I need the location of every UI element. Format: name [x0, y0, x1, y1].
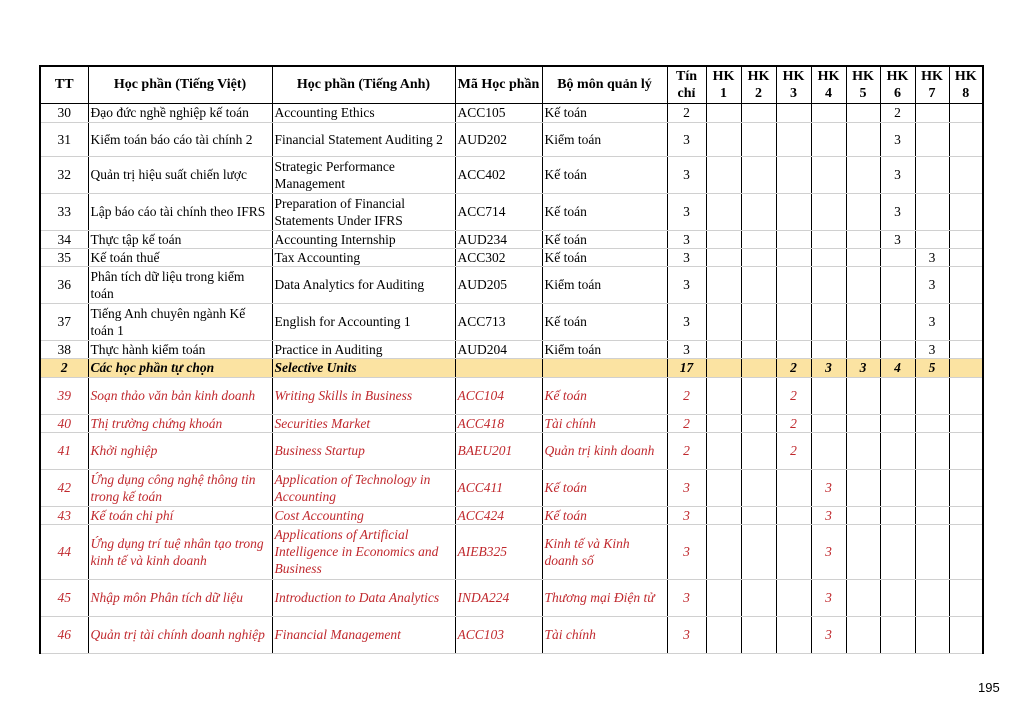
cell-hk7: [915, 579, 949, 616]
cell-course-vn: Ứng dụng công nghệ thông tin trong kế toán: [88, 469, 272, 506]
cell-course-code: INDA224: [455, 579, 542, 616]
cell-hk8: [949, 432, 983, 469]
cell-hk7: 3: [915, 340, 949, 358]
cell-credits: 3: [667, 156, 706, 193]
header-tt: TT: [40, 66, 88, 103]
cell-course-code: AUD205: [455, 266, 542, 303]
cell-hk3: [776, 340, 811, 358]
cell-course-code: AUD202: [455, 122, 542, 156]
cell-department: Kinh tế và Kinh doanh số: [542, 524, 667, 579]
cell-hk5: [846, 230, 880, 248]
cell-hk1: [706, 469, 741, 506]
cell-hk6: 3: [880, 230, 915, 248]
cell-hk2: [741, 432, 776, 469]
cell-hk1: [706, 266, 741, 303]
cell-course-code: ACC424: [455, 506, 542, 524]
cell-course-code: ACC713: [455, 303, 542, 340]
cell-hk2: [741, 506, 776, 524]
cell-hk4: 3: [811, 469, 846, 506]
cell-tt: 33: [40, 193, 88, 230]
cell-course-en: Cost Accounting: [272, 506, 455, 524]
cell-course-vn: Thị trường chứng khoán: [88, 414, 272, 432]
cell-hk6: 3: [880, 122, 915, 156]
cell-hk6: [880, 340, 915, 358]
cell-department: Kế toán: [542, 230, 667, 248]
cell-department: Kế toán: [542, 193, 667, 230]
cell-course-en: Financial Statement Auditing 2: [272, 122, 455, 156]
cell-course-code: AUD234: [455, 230, 542, 248]
table-row: [40, 122, 983, 156]
cell-hk7: 5: [915, 358, 949, 377]
cell-credits: 3: [667, 524, 706, 579]
cell-credits: 3: [667, 303, 706, 340]
cell-tt: 34: [40, 230, 88, 248]
cell-hk3: [776, 193, 811, 230]
header-hk4: HK 4: [811, 66, 846, 103]
cell-tt: 38: [40, 340, 88, 358]
cell-course-vn: Khởi nghiệp: [88, 432, 272, 469]
cell-hk2: [741, 122, 776, 156]
header-credits: Tín chỉ: [667, 66, 706, 103]
header-hk5: HK 5: [846, 66, 880, 103]
cell-hk5: [846, 432, 880, 469]
cell-hk5: 3: [846, 358, 880, 377]
cell-hk5: [846, 303, 880, 340]
cell-hk1: [706, 193, 741, 230]
cell-department: Quản trị kinh doanh: [542, 432, 667, 469]
cell-hk4: [811, 303, 846, 340]
curriculum-table: [39, 65, 984, 654]
cell-hk3: 2: [776, 377, 811, 414]
cell-credits: 3: [667, 248, 706, 266]
cell-course-vn: Ứng dụng trí tuệ nhân tạo trong kinh tế và kinh doanh: [88, 524, 272, 579]
table-row: [40, 616, 983, 653]
cell-course-vn: Phân tích dữ liệu trong kiểm toán: [88, 266, 272, 303]
cell-hk4: [811, 340, 846, 358]
cell-hk7: 3: [915, 248, 949, 266]
cell-tt: 43: [40, 506, 88, 524]
cell-course-vn: Kế toán chi phí: [88, 506, 272, 524]
cell-tt: 45: [40, 579, 88, 616]
cell-department: Kế toán: [542, 248, 667, 266]
cell-hk2: [741, 616, 776, 653]
cell-hk3: [776, 230, 811, 248]
cell-hk2: [741, 579, 776, 616]
cell-hk4: [811, 414, 846, 432]
cell-tt: 46: [40, 616, 88, 653]
cell-tt: 39: [40, 377, 88, 414]
cell-hk4: 3: [811, 506, 846, 524]
cell-credits: 2: [667, 377, 706, 414]
cell-hk5: [846, 616, 880, 653]
cell-hk3: [776, 103, 811, 122]
cell-tt: 36: [40, 266, 88, 303]
cell-hk1: [706, 340, 741, 358]
cell-hk1: [706, 377, 741, 414]
cell-hk2: [741, 156, 776, 193]
table-row: [40, 266, 983, 303]
header-hk2: HK 2: [741, 66, 776, 103]
cell-credits: 3: [667, 579, 706, 616]
cell-hk8: [949, 358, 983, 377]
cell-hk3: 2: [776, 432, 811, 469]
header-course-en: Học phần (Tiếng Anh): [272, 66, 455, 103]
cell-hk4: [811, 156, 846, 193]
cell-hk8: [949, 248, 983, 266]
cell-course-code: ACC402: [455, 156, 542, 193]
cell-credits: 3: [667, 266, 706, 303]
table-row: [40, 303, 983, 340]
cell-course-en: Introduction to Data Analytics: [272, 579, 455, 616]
cell-hk4: 3: [811, 524, 846, 579]
page-number: 195: [978, 680, 1000, 695]
table-row: [40, 469, 983, 506]
cell-hk2: [741, 469, 776, 506]
cell-hk3: [776, 524, 811, 579]
cell-hk4: [811, 193, 846, 230]
header-hk1: HK 1: [706, 66, 741, 103]
cell-hk6: 3: [880, 156, 915, 193]
cell-tt: 31: [40, 122, 88, 156]
cell-hk8: [949, 303, 983, 340]
cell-hk5: [846, 524, 880, 579]
cell-hk3: [776, 122, 811, 156]
cell-hk8: [949, 616, 983, 653]
cell-hk8: [949, 377, 983, 414]
header-course-code: Mã Học phần: [455, 66, 542, 103]
cell-hk3: [776, 266, 811, 303]
cell-department: Tài chính: [542, 616, 667, 653]
cell-department: Kế toán: [542, 303, 667, 340]
cell-hk1: [706, 506, 741, 524]
cell-credits: 2: [667, 103, 706, 122]
cell-hk7: [915, 377, 949, 414]
cell-tt: 42: [40, 469, 88, 506]
cell-hk3: [776, 303, 811, 340]
cell-hk1: [706, 358, 741, 377]
cell-tt: 35: [40, 248, 88, 266]
cell-credits: 2: [667, 414, 706, 432]
cell-hk4: [811, 230, 846, 248]
cell-hk6: 4: [880, 358, 915, 377]
cell-course-vn: Quản trị hiệu suất chiến lược: [88, 156, 272, 193]
cell-hk7: [915, 230, 949, 248]
cell-department: Tài chính: [542, 414, 667, 432]
cell-hk3: [776, 579, 811, 616]
cell-hk2: [741, 266, 776, 303]
cell-hk7: 3: [915, 303, 949, 340]
cell-hk8: [949, 579, 983, 616]
cell-hk2: [741, 103, 776, 122]
cell-hk5: [846, 122, 880, 156]
cell-hk1: [706, 303, 741, 340]
cell-hk7: [915, 156, 949, 193]
cell-course-vn: Thực tập kế toán: [88, 230, 272, 248]
cell-course-en: Selective Units: [272, 358, 455, 377]
cell-hk3: [776, 156, 811, 193]
cell-hk3: [776, 616, 811, 653]
cell-hk1: [706, 156, 741, 193]
cell-department: Kế toán: [542, 156, 667, 193]
cell-hk7: [915, 506, 949, 524]
cell-hk5: [846, 266, 880, 303]
cell-course-en: Writing Skills in Business: [272, 377, 455, 414]
cell-hk3: [776, 469, 811, 506]
cell-hk6: [880, 414, 915, 432]
cell-hk1: [706, 432, 741, 469]
cell-course-code: ACC418: [455, 414, 542, 432]
table-row: [40, 377, 983, 414]
cell-tt: 2: [40, 358, 88, 377]
cell-course-code: [455, 358, 542, 377]
cell-department: Kế toán: [542, 469, 667, 506]
cell-hk8: [949, 122, 983, 156]
cell-department: Kế toán: [542, 103, 667, 122]
cell-course-en: Business Startup: [272, 432, 455, 469]
cell-course-code: ACC105: [455, 103, 542, 122]
cell-course-vn: Tiếng Anh chuyên ngành Kế toán 1: [88, 303, 272, 340]
cell-tt: 44: [40, 524, 88, 579]
cell-credits: 3: [667, 469, 706, 506]
cell-department: Kế toán: [542, 377, 667, 414]
cell-hk3: 2: [776, 358, 811, 377]
cell-hk2: [741, 193, 776, 230]
cell-hk8: [949, 156, 983, 193]
cell-credits: 3: [667, 230, 706, 248]
cell-tt: 37: [40, 303, 88, 340]
cell-hk1: [706, 122, 741, 156]
table-row: [40, 579, 983, 616]
cell-hk8: [949, 469, 983, 506]
cell-hk6: [880, 524, 915, 579]
cell-course-en: Preparation of Financial Statements Under IFRS: [272, 193, 455, 230]
cell-course-en: Data Analytics for Auditing: [272, 266, 455, 303]
cell-hk1: [706, 103, 741, 122]
cell-hk4: [811, 103, 846, 122]
cell-hk8: [949, 230, 983, 248]
cell-course-vn: Các học phần tự chọn: [88, 358, 272, 377]
cell-hk7: [915, 103, 949, 122]
cell-credits: 17: [667, 358, 706, 377]
cell-hk8: [949, 103, 983, 122]
cell-hk7: [915, 122, 949, 156]
cell-hk1: [706, 248, 741, 266]
cell-hk4: [811, 248, 846, 266]
header-course-vn: Học phần (Tiếng Việt): [88, 66, 272, 103]
cell-hk8: [949, 340, 983, 358]
cell-hk1: [706, 579, 741, 616]
cell-credits: 3: [667, 340, 706, 358]
header-hk8: HK 8: [949, 66, 983, 103]
cell-hk7: [915, 432, 949, 469]
cell-course-en: Financial Management: [272, 616, 455, 653]
cell-hk2: [741, 524, 776, 579]
cell-hk5: [846, 248, 880, 266]
cell-course-vn: Kế toán thuế: [88, 248, 272, 266]
cell-course-vn: Kiểm toán báo cáo tài chính 2: [88, 122, 272, 156]
cell-hk1: [706, 230, 741, 248]
cell-credits: 3: [667, 506, 706, 524]
cell-credits: 2: [667, 432, 706, 469]
cell-hk4: 3: [811, 358, 846, 377]
cell-hk7: [915, 414, 949, 432]
cell-hk1: [706, 616, 741, 653]
table-row: [40, 248, 983, 266]
table-row: [40, 432, 983, 469]
cell-course-code: ACC103: [455, 616, 542, 653]
cell-course-en: Tax Accounting: [272, 248, 455, 266]
cell-course-en: Accounting Internship: [272, 230, 455, 248]
cell-hk4: [811, 266, 846, 303]
cell-hk1: [706, 524, 741, 579]
cell-course-code: BAEU201: [455, 432, 542, 469]
cell-course-en: Strategic Performance Management: [272, 156, 455, 193]
table-row: [40, 230, 983, 248]
cell-course-vn: Đạo đức nghề nghiệp kế toán: [88, 103, 272, 122]
cell-hk7: [915, 524, 949, 579]
cell-hk4: 3: [811, 579, 846, 616]
cell-hk7: [915, 469, 949, 506]
cell-course-code: ACC714: [455, 193, 542, 230]
cell-hk5: [846, 156, 880, 193]
cell-course-vn: Nhập môn Phân tích dữ liệu: [88, 579, 272, 616]
table-row: [40, 414, 983, 432]
table-row: [40, 524, 983, 579]
cell-hk5: [846, 103, 880, 122]
cell-course-en: English for Accounting 1: [272, 303, 455, 340]
cell-hk4: [811, 432, 846, 469]
cell-hk2: [741, 377, 776, 414]
cell-hk2: [741, 358, 776, 377]
cell-course-en: Securities Market: [272, 414, 455, 432]
header-hk6: HK 6: [880, 66, 915, 103]
cell-tt: 30: [40, 103, 88, 122]
cell-hk5: [846, 340, 880, 358]
table-row: [40, 103, 983, 122]
cell-course-en: Application of Technology in Accounting: [272, 469, 455, 506]
table-header-row: [40, 66, 983, 103]
cell-tt: 40: [40, 414, 88, 432]
cell-hk5: [846, 579, 880, 616]
cell-hk4: [811, 377, 846, 414]
cell-course-en: Accounting Ethics: [272, 103, 455, 122]
cell-course-code: ACC104: [455, 377, 542, 414]
cell-hk6: 3: [880, 193, 915, 230]
cell-hk5: [846, 469, 880, 506]
cell-hk5: [846, 414, 880, 432]
cell-hk3: [776, 506, 811, 524]
cell-hk4: [811, 122, 846, 156]
cell-hk2: [741, 340, 776, 358]
cell-department: Thương mại Điện tử: [542, 579, 667, 616]
cell-hk6: [880, 506, 915, 524]
cell-hk4: 3: [811, 616, 846, 653]
cell-hk6: [880, 303, 915, 340]
cell-course-code: ACC302: [455, 248, 542, 266]
cell-course-vn: Thực hành kiểm toán: [88, 340, 272, 358]
cell-hk8: [949, 266, 983, 303]
table-row: [40, 506, 983, 524]
cell-department: Kiểm toán: [542, 266, 667, 303]
cell-hk2: [741, 303, 776, 340]
header-hk3: HK 3: [776, 66, 811, 103]
cell-department: Kế toán: [542, 506, 667, 524]
cell-tt: 41: [40, 432, 88, 469]
cell-course-code: AUD204: [455, 340, 542, 358]
cell-hk7: 3: [915, 266, 949, 303]
cell-hk8: [949, 414, 983, 432]
cell-hk3: [776, 248, 811, 266]
table-row: [40, 156, 983, 193]
cell-credits: 3: [667, 616, 706, 653]
cell-hk2: [741, 248, 776, 266]
cell-tt: 32: [40, 156, 88, 193]
cell-hk2: [741, 230, 776, 248]
cell-hk6: [880, 266, 915, 303]
cell-hk2: [741, 414, 776, 432]
table-row: [40, 193, 983, 230]
cell-hk6: [880, 579, 915, 616]
cell-hk6: [880, 469, 915, 506]
cell-hk5: [846, 377, 880, 414]
cell-credits: 3: [667, 122, 706, 156]
header-department: Bộ môn quản lý: [542, 66, 667, 103]
cell-hk8: [949, 524, 983, 579]
cell-hk5: [846, 506, 880, 524]
cell-hk6: [880, 432, 915, 469]
cell-course-code: AIEB325: [455, 524, 542, 579]
cell-hk7: [915, 616, 949, 653]
cell-course-code: ACC411: [455, 469, 542, 506]
cell-hk6: 2: [880, 103, 915, 122]
header-hk7: HK 7: [915, 66, 949, 103]
cell-department: Kiểm toán: [542, 122, 667, 156]
cell-course-en: Applications of Artificial Intelligence in Economics and Business: [272, 524, 455, 579]
cell-credits: 3: [667, 193, 706, 230]
cell-department: [542, 358, 667, 377]
cell-hk6: [880, 616, 915, 653]
cell-hk5: [846, 193, 880, 230]
cell-hk1: [706, 414, 741, 432]
table-row: [40, 340, 983, 358]
cell-hk8: [949, 193, 983, 230]
cell-hk6: [880, 248, 915, 266]
cell-course-vn: Soạn thảo văn bản kinh doanh: [88, 377, 272, 414]
section-row: [40, 358, 983, 377]
cell-hk7: [915, 193, 949, 230]
cell-course-vn: Quản trị tài chính doanh nghiệp: [88, 616, 272, 653]
cell-department: Kiểm toán: [542, 340, 667, 358]
cell-hk8: [949, 506, 983, 524]
cell-course-vn: Lập báo cáo tài chính theo IFRS: [88, 193, 272, 230]
cell-hk6: [880, 377, 915, 414]
cell-hk3: 2: [776, 414, 811, 432]
cell-course-en: Practice in Auditing: [272, 340, 455, 358]
